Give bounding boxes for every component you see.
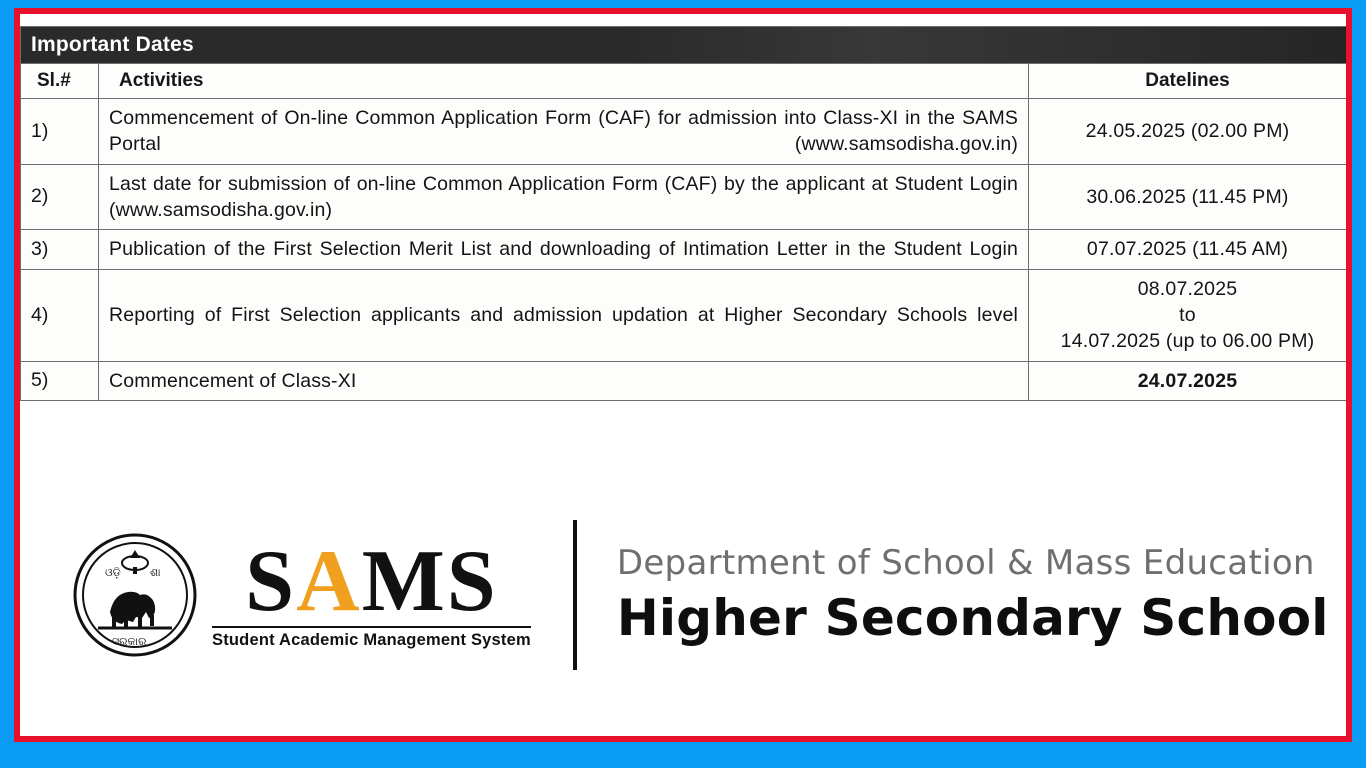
row-dateline <box>1029 269 1347 361</box>
table-row <box>21 99 1347 165</box>
department-title: Department of School & Mass Education <box>616 543 1315 583</box>
red-border-frame <box>14 8 1352 742</box>
row-activity: Last date for submission of on-line Common Application Form (CAF) by the applicant at Student Login (www.samsodisha.gov.in) <box>99 164 1029 230</box>
document-body <box>20 14 1346 736</box>
important-dates-table <box>20 26 1346 401</box>
row-dateline: 24.07.2025 <box>1029 361 1347 400</box>
important-dates-table-container <box>20 26 1346 401</box>
dateline-line-1: 08.07.2025 <box>1137 277 1238 300</box>
banner-smudge <box>617 27 1346 63</box>
column-header-sl: Sl.# <box>21 64 99 99</box>
row-activity: Commencement of On-line Common Application Form (CAF) for admission into Class-XI in the SAMS Portal (www.samsodisha.gov.in) <box>99 99 1029 165</box>
svg-text:ଓଡ଼ି: ଓଡ଼ି <box>105 566 121 579</box>
title-block <box>617 543 1346 647</box>
row-serial: 5) <box>21 361 99 400</box>
sams-logo <box>212 533 531 650</box>
table-row <box>21 164 1347 230</box>
row-dateline: 07.07.2025 (11.45 AM) <box>1029 230 1347 269</box>
vertical-divider <box>573 520 577 670</box>
sams-letter-a: A <box>296 533 362 631</box>
sams-letter-s1: S <box>245 533 297 631</box>
table-row <box>21 361 1347 400</box>
important-dates-banner <box>21 27 1347 64</box>
row-serial: 3) <box>21 230 99 269</box>
row-activity: Commencement of Class-XI <box>99 361 1029 400</box>
svg-text:ଶା: ଶା <box>150 566 161 579</box>
row-dateline: 30.06.2025 (11.45 PM) <box>1029 164 1347 230</box>
branding-footer <box>20 480 1346 710</box>
dateline-line-2: to <box>1179 303 1196 326</box>
svg-text:ସରକାର: ସରକାର <box>112 635 147 648</box>
column-header-activities: Activities <box>99 64 1029 99</box>
row-serial: 1) <box>21 99 99 165</box>
row-dateline: 24.05.2025 (02.00 PM) <box>1029 99 1347 165</box>
unit-title: Higher Secondary School <box>616 589 1329 647</box>
odisha-state-emblem-icon <box>72 520 198 670</box>
table-row <box>21 269 1347 361</box>
row-serial: 4) <box>21 269 99 361</box>
sams-wordmark <box>212 533 531 631</box>
row-activity: Publication of the First Selection Merit List and downloading of Intimation Letter in the Student Login <box>99 230 1029 269</box>
column-header-datelines: Datelines <box>1029 64 1347 99</box>
banner-title-text: Important Dates <box>31 33 194 56</box>
table-row <box>21 230 1347 269</box>
row-serial: 2) <box>21 164 99 230</box>
dateline-line-3: 14.07.2025 (up to 06.00 PM) <box>1060 330 1315 353</box>
row-activity: Reporting of First Selection applicants and admission updation at Higher Secondary Schools level <box>99 269 1029 361</box>
table-header-row <box>21 64 1347 99</box>
sams-letters-ms: MS <box>361 533 498 631</box>
table-banner-row <box>21 27 1347 64</box>
sams-tagline: Student Academic Management System <box>212 626 531 650</box>
